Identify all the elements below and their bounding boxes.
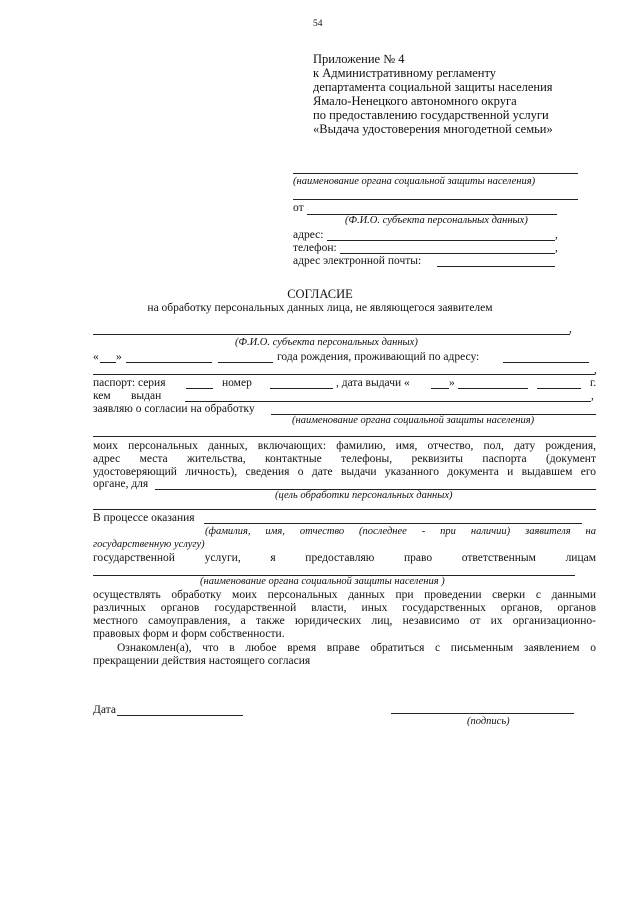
appendix-line: департамента социальной защиты населения (313, 80, 553, 94)
consent-subtitle: на обработку персональных данных лица, не являющегося заявителем (147, 302, 493, 314)
phone-field[interactable] (340, 253, 555, 254)
responsible-org-caption: (наименование органа социальной защиты населения ) (200, 576, 445, 587)
consent-text: заявляю о согласии на обработку (93, 403, 255, 415)
signature-caption: (подпись) (467, 716, 510, 727)
paragraph-line: моих персональных данных, включающих: фамилию, имя, отчество, пол, дату рождения, (93, 440, 596, 452)
body-fio-comma: , (569, 323, 572, 335)
page-number: 54 (313, 19, 323, 29)
paragraph-line: прекращении действия настоящего согласия (93, 655, 311, 667)
org-name-field-extra[interactable] (293, 199, 578, 200)
consent-org-caption: (наименование органа социальной защиты населения) (292, 415, 535, 426)
residence-address-field[interactable] (503, 362, 589, 363)
birth-text: года рождения, проживающий по адресу: (277, 351, 480, 363)
paragraph-line: осуществлять обработку моих персональных данных при проведении сверки с данными (93, 589, 596, 601)
appendix-line: «Выдача удостоверения многодетной семьи» (313, 122, 553, 136)
email-field[interactable] (437, 266, 555, 267)
consent-title: СОГЛАСИЕ (287, 287, 353, 301)
body-fio-field[interactable] (93, 334, 570, 335)
email-label: адрес электронной почты: (293, 255, 422, 267)
consent-org-field-2[interactable] (93, 436, 596, 437)
birth-year-field[interactable] (218, 362, 273, 363)
address-comma: , (555, 229, 558, 241)
issued-by-label-1: кем (93, 390, 111, 402)
org-name-caption: (наименование органа социальной защиты населения) (293, 176, 536, 187)
appendix-line: к Административному регламенту (313, 66, 497, 80)
purpose-field-2[interactable] (93, 509, 596, 510)
birth-quote-close: » (116, 351, 122, 363)
birth-day-field[interactable] (100, 362, 116, 363)
appendix-line: Ямало-Ненецкого автономного округа (313, 94, 517, 108)
address-label: адрес: (293, 229, 324, 241)
passport-month-field[interactable] (458, 388, 528, 389)
birth-month-field[interactable] (126, 362, 212, 363)
issued-by-field[interactable] (185, 401, 591, 402)
body-fio-caption: (Ф.И.О. субъекта персональных данных) (235, 337, 418, 348)
date-field[interactable] (117, 715, 243, 716)
passport-date-label: , дата выдачи « (336, 377, 410, 389)
applicant-caption-line: (фамилия, имя, отчество (последнее - при наличии) заявителя на (205, 526, 596, 537)
paragraph-line: адрес места жительства, контактные телефоны, реквизиты паспорта (документ (93, 453, 596, 465)
paragraph-line: местного самоуправления, а также юридических лиц, независимо от их организационно- (93, 615, 596, 627)
passport-day-field[interactable] (431, 388, 449, 389)
paragraph-line: удостоверяющий личность), сведения о дате выдачи указанного документа и выдавшем его (93, 466, 596, 478)
applicant-caption-line: государственную услугу) (93, 539, 205, 550)
phone-comma: , (555, 242, 558, 254)
issued-by-label-2: выдан (131, 390, 162, 402)
appendix-title: Приложение № 4 (313, 52, 405, 66)
phone-label: телефон: (293, 242, 337, 254)
from-label: от (293, 202, 304, 214)
signature-field[interactable] (391, 713, 574, 714)
subject-fio-caption: (Ф.И.О. субъекта персональных данных) (345, 215, 528, 226)
applicant-fio-field[interactable] (204, 523, 582, 524)
process-label: В процессе оказания (93, 512, 195, 524)
paragraph-line: правовых форм и форм собственности. (93, 628, 285, 640)
issued-by-comma: , (591, 390, 594, 402)
passport-number-label: номер (222, 377, 252, 389)
purpose-caption: (цель обработки персональных данных) (275, 490, 453, 501)
paragraph-line: Ознакомлен(а), что в любое время вправе обратиться с письменным заявлением о (117, 642, 596, 654)
residence-comma: , (594, 364, 597, 376)
service-line: государственной услуги, я предоставляю право ответственным лицам (93, 552, 596, 564)
passport-series-field[interactable] (186, 388, 213, 389)
address-field[interactable] (327, 240, 555, 241)
passport-date-close: » (449, 377, 455, 389)
passport-series-label: паспорт: серия (93, 377, 166, 389)
passport-number-field[interactable] (270, 388, 333, 389)
passport-year-label: г. (590, 377, 597, 389)
purpose-prefix: органе, для (93, 478, 149, 490)
birth-quote-open: « (93, 351, 99, 363)
residence-address-field-2[interactable] (93, 374, 595, 375)
paragraph-line: различных органов государственной власти, иных государственных органов, органов (93, 602, 596, 614)
org-name-field[interactable] (293, 173, 578, 174)
passport-year-field[interactable] (537, 388, 581, 389)
date-label: Дата (93, 704, 116, 716)
appendix-line: по предоставлению государственной услуги (313, 108, 549, 122)
